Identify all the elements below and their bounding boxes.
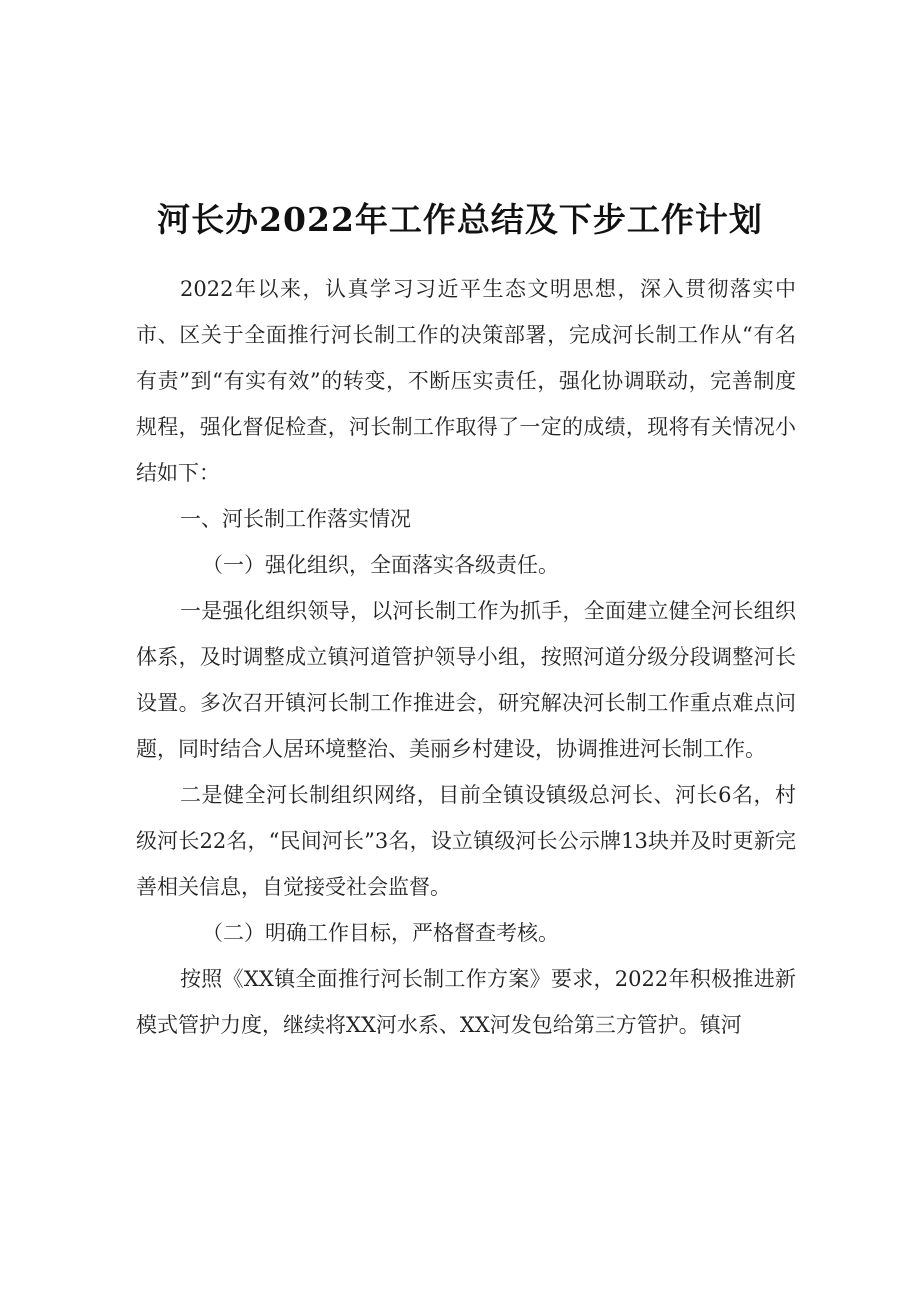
subsection-heading: （一）强化组织，全面落实各级责任。 <box>202 553 559 577</box>
section-heading: 一、河长制工作落实情况 <box>180 507 411 531</box>
subsection-heading: （二）明确工作目标，严格督查考核。 <box>202 921 559 945</box>
body-paragraph: 一是强化组织领导，以河长制工作为抓手，全面建立健全河长组织体系，及时调整成立镇河道管护领导小组，按照河道分级分段调整河长设置。多次召开镇河长制工作推进会，研究解决河长制工作重点难点问题，同时结合人居环境整治、美丽乡村建设，协调推进河长制工作。 <box>136 599 796 761</box>
body-paragraph: 二是健全河长制组织网络，目前全镇设镇级总河长、河长6名，村级河长22名，“民间河长”3名，设立镇级河长公示牌13块并及时更新完善相关信息，自觉接受社会监督。 <box>136 783 796 899</box>
document-body <box>136 266 796 1048</box>
intro-paragraph: 2022年以来，认真学习习近平生态文明思想，深入贯彻落实中市、区关于全面推行河长制工作的决策部署，完成河长制工作从“有名有责”到“有实有效”的转变，不断压实责任，强化协调联动，完善制度规程，强化督促检查，河长制工作取得了一定的成绩，现将有关情况小结如下： <box>136 277 796 485</box>
body-paragraph: 按照《XX镇全面推行河长制工作方案》要求，2022年积极推进新模式管护力度，继续将XX河水系、XX河发包给第三方管护。镇河 <box>136 967 796 1037</box>
document-title: 河长办2022年工作总结及下步工作计划 <box>157 200 763 240</box>
